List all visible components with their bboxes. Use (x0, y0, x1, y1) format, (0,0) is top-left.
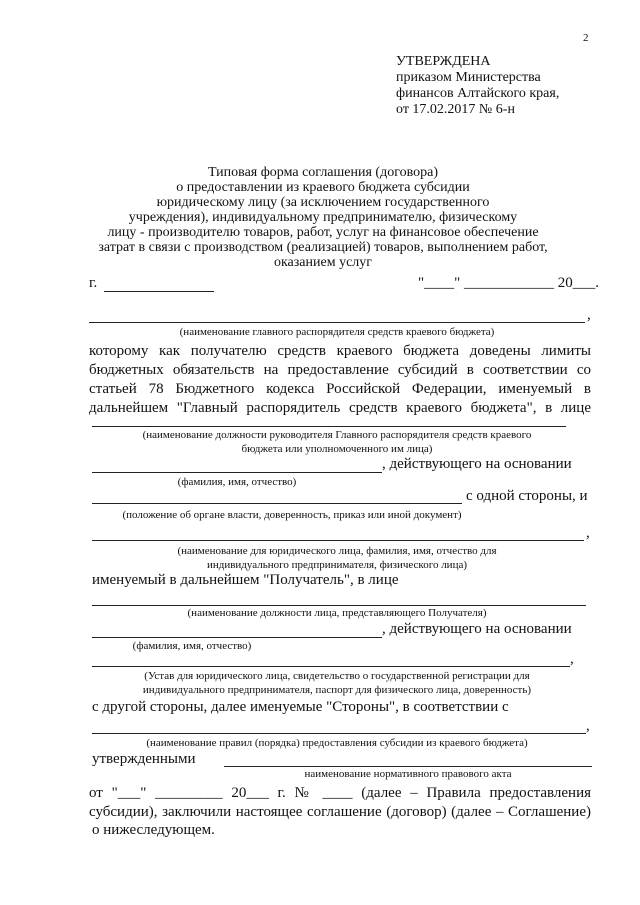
named-receiver-text: именуемый в дальнейшем "Получатель", в лице (92, 572, 399, 588)
page-number: 2 (583, 32, 589, 44)
representative-basis-blank (92, 666, 570, 667)
paragraph-line: субсидии), заключили настоящее соглашение (договор) (далее – Соглашение) (89, 804, 591, 820)
date-field: "____" ____________ 20___. (418, 275, 599, 291)
title-line: лицу - производителю товаров, работ, услуг на финансовое обеспечение (107, 225, 539, 240)
caption-head-position: (наименование должности руководителя Главного распорядителя средств краевого (142, 429, 532, 441)
one-side-text: с одной стороны, и (466, 488, 588, 504)
title-line: юридическому лицу (за исключением государственного (156, 195, 490, 210)
comma: , (586, 525, 590, 541)
caption-basis-document: (положение об органе власти, доверенность, приказ или иной документ) (122, 509, 462, 521)
paragraph-line: дальнейшем "Главный распорядитель средств краевого бюджета", в лице (89, 400, 591, 416)
acting-basis-text: , действующего на основании (382, 621, 572, 637)
title-line: о предоставлении из краевого бюджета субсидии (176, 180, 470, 195)
caption-legal-act: наименование нормативного правового акта (304, 768, 512, 780)
paragraph-line: от "___" _________ 20___ г. № ____ (далее – Правила предоставления (89, 785, 591, 801)
caption-representative-position: (наименование должности лица, представляющего Получателя) (187, 607, 487, 619)
approval-block (396, 54, 559, 118)
paragraph-line: бюджетных обязательств на предоставление субсидий в соответствии со (89, 362, 591, 378)
comma: , (570, 651, 574, 667)
other-side-text: с другой стороны, далее именуемые "Стороны", в соответствии с (92, 699, 509, 715)
caption-full-name: (фамилия, имя, отчество) (177, 476, 297, 488)
legal-act-blank (224, 766, 592, 767)
chief-administrator-blank (89, 322, 585, 323)
caption-head-position-cont: бюджета или уполномоченного им лица) (241, 443, 433, 455)
document-title (90, 165, 556, 270)
caption-full-name: (фамилия, имя, отчество) (132, 640, 252, 652)
receiver-representative-blank (92, 605, 586, 606)
acting-basis-text: , действующего на основании (382, 456, 572, 472)
caption-receiver-name: (наименование для юридического лица, фамилия, имя, отчество для (177, 545, 497, 557)
title-line: затрат в связи с производством (реализацией) товаров, выполнением работ, (98, 240, 548, 255)
city-prefix: г. (89, 275, 98, 291)
rules-name-blank (92, 733, 586, 734)
city-blank (104, 291, 214, 292)
approved-text: утвержденными (92, 751, 196, 767)
caption-chief-administrator: (наименование главного распорядителя средств краевого бюджета) (179, 326, 495, 338)
title-line: Типовая форма соглашения (договора) (207, 165, 439, 180)
caption-rules-name: (наименование правил (порядка) предоставления субсидии из краевого бюджета) (146, 737, 528, 749)
head-name-blank (92, 472, 382, 473)
head-position-blank (92, 426, 566, 427)
approval-line: приказом Министерства (396, 70, 541, 85)
representative-name-blank (92, 637, 382, 638)
comma: , (586, 718, 590, 734)
caption-receiver-name-cont: индивидуального предпринимателя, физического лица) (206, 559, 468, 571)
caption-representative-basis: (Устав для юридического лица, свидетельство о государственной регистрации для (144, 670, 530, 682)
paragraph-line: которому как получателю средств краевого бюджета доведены лимиты (89, 343, 591, 359)
comma: , (587, 307, 591, 323)
approval-line: финансов Алтайского края, (396, 86, 560, 101)
final-line: о нижеследующем. (92, 822, 215, 838)
receiver-name-blank (92, 540, 584, 541)
caption-representative-basis-cont: индивидуального предпринимателя, паспорт для физического лица, доверенность) (142, 684, 532, 696)
title-line: учреждения), индивидуальному предпринимателю, физическому (128, 210, 518, 225)
title-line: оказанием услуг (273, 255, 373, 270)
basis-document-blank (92, 503, 462, 504)
approval-heading: УТВЕРЖДЕНА (396, 54, 491, 69)
approval-line: от 17.02.2017 № 6-н (396, 102, 515, 117)
paragraph-line: статьей 78 Бюджетного кодекса Российской Федерации, именуемый в (89, 381, 591, 397)
